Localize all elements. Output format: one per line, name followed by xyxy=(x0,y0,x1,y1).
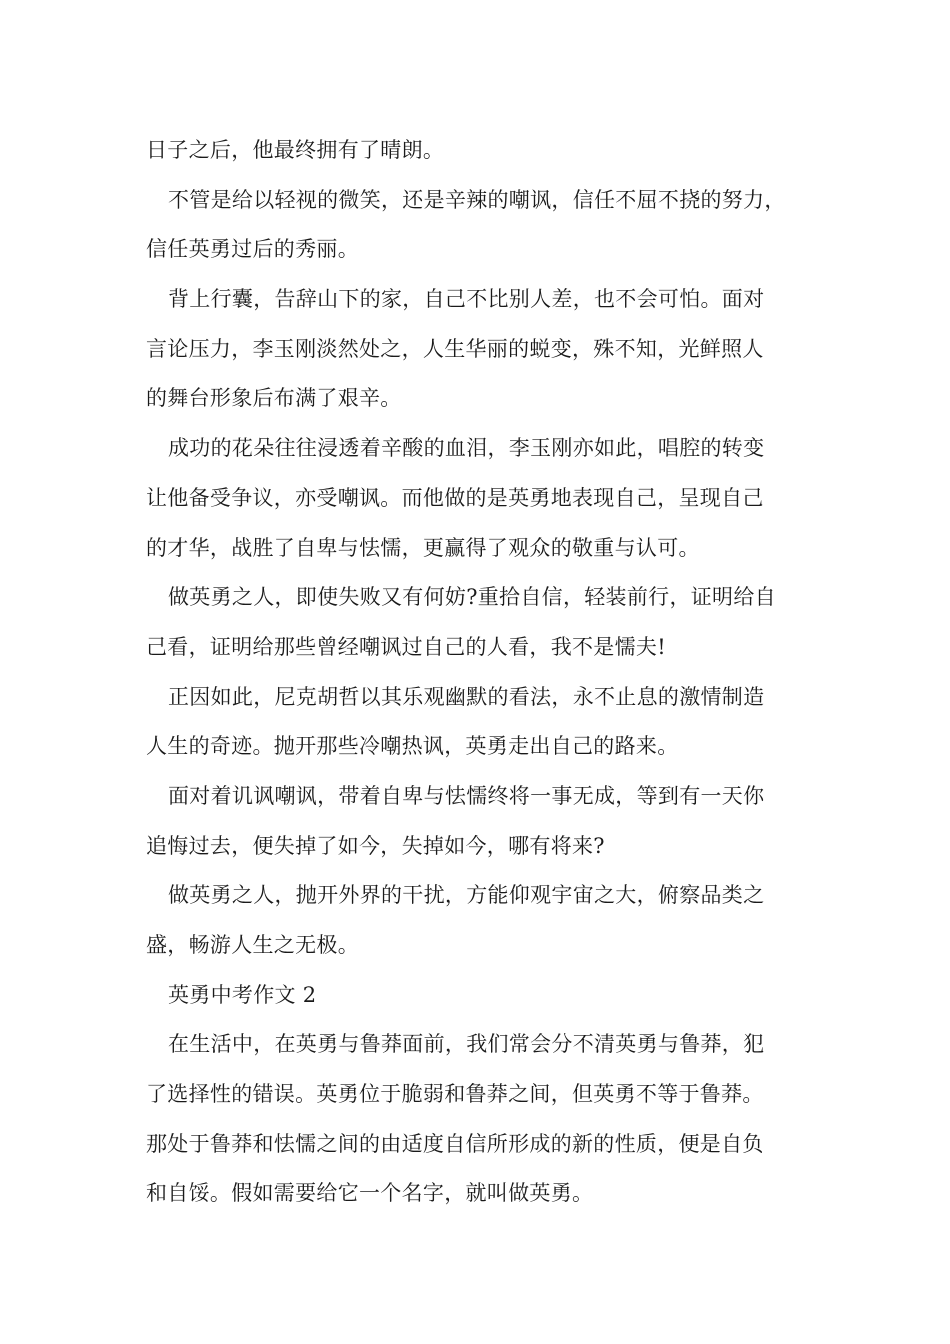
section-heading: 英勇中考作文 2 xyxy=(168,982,317,1007)
text-line: 不管是给以轻视的微笑，还是辛辣的嘲讽，信任不屈不挠的努力， xyxy=(168,187,786,212)
text-line: 做英勇之人，即使失败又有何妨?重拾自信，轻装前行，证明给自 xyxy=(168,585,776,610)
text-line: 言论压力，李玉刚淡然处之，人生华丽的蜕变，殊不知，光鲜照人 xyxy=(146,336,764,361)
text-line: 让他备受争议，亦受嘲讽。而他做的是英勇地表现自己，呈现自己 xyxy=(146,485,764,510)
text-line: 日子之后，他最终拥有了晴朗。 xyxy=(146,138,445,162)
text-line: 在生活中，在英勇与鲁莽面前，我们常会分不清英勇与鲁莽，犯 xyxy=(168,1032,765,1057)
text-line: 的才华，战胜了自卑与怯懦，更赢得了观众的敬重与认可。 xyxy=(146,535,700,560)
text-line: 的舞台形象后布满了艰辛。 xyxy=(146,386,402,411)
text-line: 面对着讥讽嘲讽，带着自卑与怯懦终将一事无成，等到有一天你 xyxy=(168,783,765,808)
text-line: 己看，证明给那些曾经嘲讽过自己的人看，我不是懦夫! xyxy=(146,634,666,659)
document-body xyxy=(146,126,812,1219)
text-line: 那处于鲁莽和怯懦之间的由适度自信所形成的新的性质，便是自负 xyxy=(146,1131,764,1156)
text-line: 和自馁。假如需要给它一个名字，就叫做英勇。 xyxy=(146,1181,594,1206)
text-line: 人生的奇迹。抛开那些冷嘲热讽，英勇走出自己的路来。 xyxy=(146,734,679,759)
text-line: 做英勇之人，抛开外界的干扰，方能仰观宇宙之大，俯察品类之 xyxy=(168,883,765,908)
text-line: 追悔过去，便失掉了如今，失掉如今，哪有将来? xyxy=(146,833,605,858)
text-line: 正因如此，尼克胡哲以其乐观幽默的看法，永不止息的激情制造 xyxy=(168,684,765,709)
text-line: 了选择性的错误。英勇位于脆弱和鲁莽之间，但英勇不等于鲁莽。 xyxy=(146,1082,764,1107)
text-line: 成功的花朵往往浸透着辛酸的血泪，李玉刚亦如此，唱腔的转变 xyxy=(168,436,765,461)
text-line: 背上行囊，告辞山下的家，自己不比别人差，也不会可怕。面对 xyxy=(168,287,765,312)
text-line: 盛，畅游人生之无极。 xyxy=(146,933,359,957)
text-line: 信任英勇过后的秀丽。 xyxy=(146,237,359,262)
